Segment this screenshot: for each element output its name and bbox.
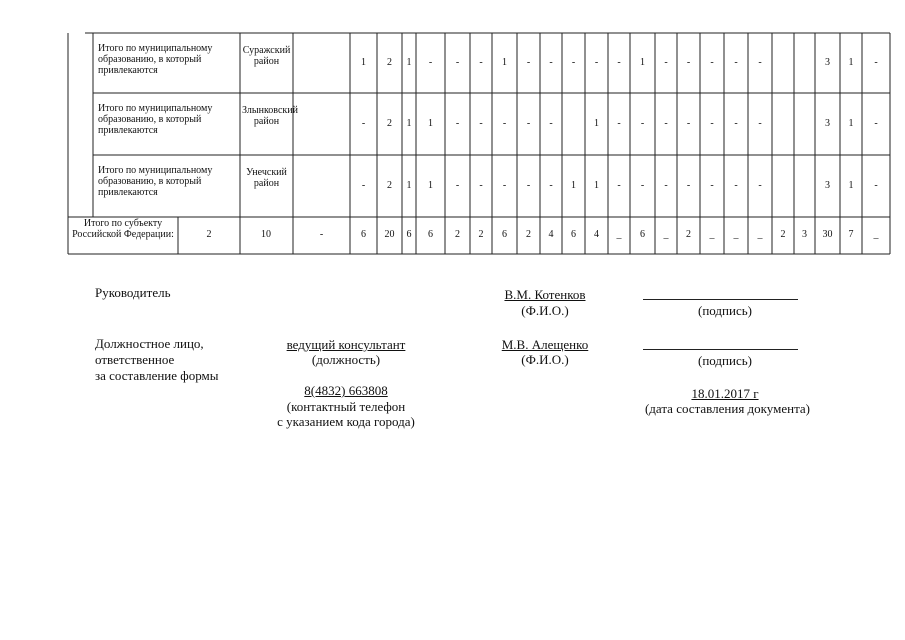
table-cell: - <box>479 57 483 68</box>
head-name: В.М. Котенков <box>504 287 586 302</box>
total-cell: 2 <box>455 229 460 240</box>
table-cell: - <box>734 118 738 129</box>
table-cell: 1 <box>848 57 854 68</box>
phone-caption-1: (контактный телефон <box>286 399 406 414</box>
position: ведущий консультант <box>286 337 406 352</box>
table-cell: - <box>549 57 553 68</box>
table-cell: - <box>686 118 691 129</box>
table-cell: - <box>549 180 553 191</box>
sign-caption-1: (подпись) <box>698 303 752 318</box>
total-cell: _ <box>709 229 715 240</box>
table-cell: - <box>686 57 691 68</box>
row-district: Суражский район <box>242 45 291 67</box>
row-label: Итого по муниципальному образованию, в который привлекаются <box>98 165 213 198</box>
total-cell: 20 <box>384 229 395 240</box>
table-cell: - <box>758 57 762 68</box>
table-cell: - <box>874 180 878 191</box>
total-cell: _ <box>616 229 622 240</box>
table-cell: 2 <box>387 180 392 191</box>
table-cell: 1 <box>406 118 412 129</box>
table-cell: - <box>594 57 599 68</box>
table-cell: - <box>710 57 714 68</box>
signature-line-2 <box>643 349 798 350</box>
table-cell: 1 <box>848 180 854 191</box>
row-label: Итого по муниципальному образованию, в который привлекаются <box>98 43 213 76</box>
position-caption: (должность) <box>311 352 381 367</box>
table-cell: - <box>526 180 531 191</box>
total-cell: 6 <box>428 229 433 240</box>
table-cell: 1 <box>406 57 412 68</box>
table-cell: - <box>758 180 762 191</box>
row-label: Итого по муниципальному образованию, в который привлекаются <box>98 103 213 136</box>
table-cell: 1 <box>848 118 854 129</box>
fio-caption-2: (Ф.И.О.) <box>521 352 569 367</box>
sign-caption-2: (подпись) <box>698 353 752 368</box>
table-cell: 1 <box>361 57 366 68</box>
head-role: Руководитель <box>95 285 171 300</box>
table-cell: - <box>455 180 460 191</box>
table-cell: - <box>549 118 553 129</box>
table-cell: - <box>758 118 762 129</box>
table-cell: - <box>686 180 691 191</box>
total-cell: 2 <box>686 229 691 240</box>
table-cell: - <box>571 57 576 68</box>
table-cell: - <box>710 118 714 129</box>
total-cell: 7 <box>848 229 854 240</box>
total-cell: _ <box>757 229 763 240</box>
fio-caption-1: (Ф.И.О.) <box>521 303 569 318</box>
total-cell: _ <box>733 229 739 240</box>
table-cell: - <box>361 118 366 129</box>
total-col2: 10 <box>261 229 271 240</box>
table-cell: - <box>617 180 621 191</box>
table-cell: - <box>479 118 483 129</box>
total-cell: 3 <box>802 229 807 240</box>
resp-name: М.В. Алещенко <box>501 337 589 352</box>
table-cell: - <box>526 57 531 68</box>
table-cell: - <box>617 57 621 68</box>
phone: 8(4832) 663808 <box>304 383 388 398</box>
resp-role-line3: за составление формы <box>95 368 219 383</box>
row-district: Злынковский район <box>242 105 298 127</box>
table-cell: 1 <box>502 57 507 68</box>
table-cell: 1 <box>428 180 433 191</box>
resp-role-line2: ответственное <box>95 352 175 367</box>
table-cell: 3 <box>825 118 830 129</box>
phone-caption-2: с указанием кода города) <box>277 414 415 429</box>
table-cell: 1 <box>594 118 599 129</box>
total-cell: _ <box>873 229 879 240</box>
total-cell: - <box>319 229 324 240</box>
table-cell: - <box>526 118 531 129</box>
table-cell: - <box>710 180 714 191</box>
table-cell: - <box>664 180 668 191</box>
table-cell: - <box>640 118 645 129</box>
table-cell: - <box>874 118 878 129</box>
table-cell: - <box>874 57 878 68</box>
table-cell: 2 <box>387 118 392 129</box>
table-cell: 1 <box>594 180 599 191</box>
total-cell: 6 <box>361 229 366 240</box>
table-cell: 2 <box>387 57 392 68</box>
table-cell: - <box>640 180 645 191</box>
total-row-label: Итого по субъекту Российской Федерации: <box>72 218 174 240</box>
total-cell: 6 <box>571 229 576 240</box>
row-district: Унечский район <box>246 167 287 189</box>
table-cell: - <box>502 118 507 129</box>
total-cell: 2 <box>780 229 786 240</box>
table-cell: - <box>617 118 621 129</box>
date-caption: (дата составления документа) <box>644 401 811 416</box>
total-cell: 4 <box>548 229 554 240</box>
table-cell: - <box>455 118 460 129</box>
total-cell: 2 <box>526 229 531 240</box>
total-col1: 2 <box>206 229 212 240</box>
table-cell: - <box>455 57 460 68</box>
table-cell: - <box>479 180 483 191</box>
table-cell: - <box>734 57 738 68</box>
table-cell: - <box>664 118 668 129</box>
table-cell: 1 <box>428 118 433 129</box>
resp-role-line1: Должностное лицо, <box>95 336 204 351</box>
table-cell: - <box>361 180 366 191</box>
table-cell: 1 <box>571 180 576 191</box>
total-cell: 30 <box>822 229 833 240</box>
total-cell: 6 <box>406 229 412 240</box>
table-cell: 3 <box>825 57 830 68</box>
document-date: 18.01.2017 г <box>691 386 759 401</box>
table-cell: - <box>734 180 738 191</box>
table-cell: - <box>664 57 668 68</box>
table-cell: 1 <box>406 180 412 191</box>
total-cell: 2 <box>478 229 484 240</box>
table-cell: - <box>502 180 507 191</box>
table-cell: 3 <box>825 180 830 191</box>
table-cell: - <box>428 57 433 68</box>
total-cell: 6 <box>640 229 645 240</box>
total-cell: 4 <box>594 229 599 240</box>
total-cell: _ <box>663 229 669 240</box>
signature-line-1 <box>643 299 798 300</box>
total-cell: 6 <box>502 229 507 240</box>
table-cell: 1 <box>640 57 645 68</box>
